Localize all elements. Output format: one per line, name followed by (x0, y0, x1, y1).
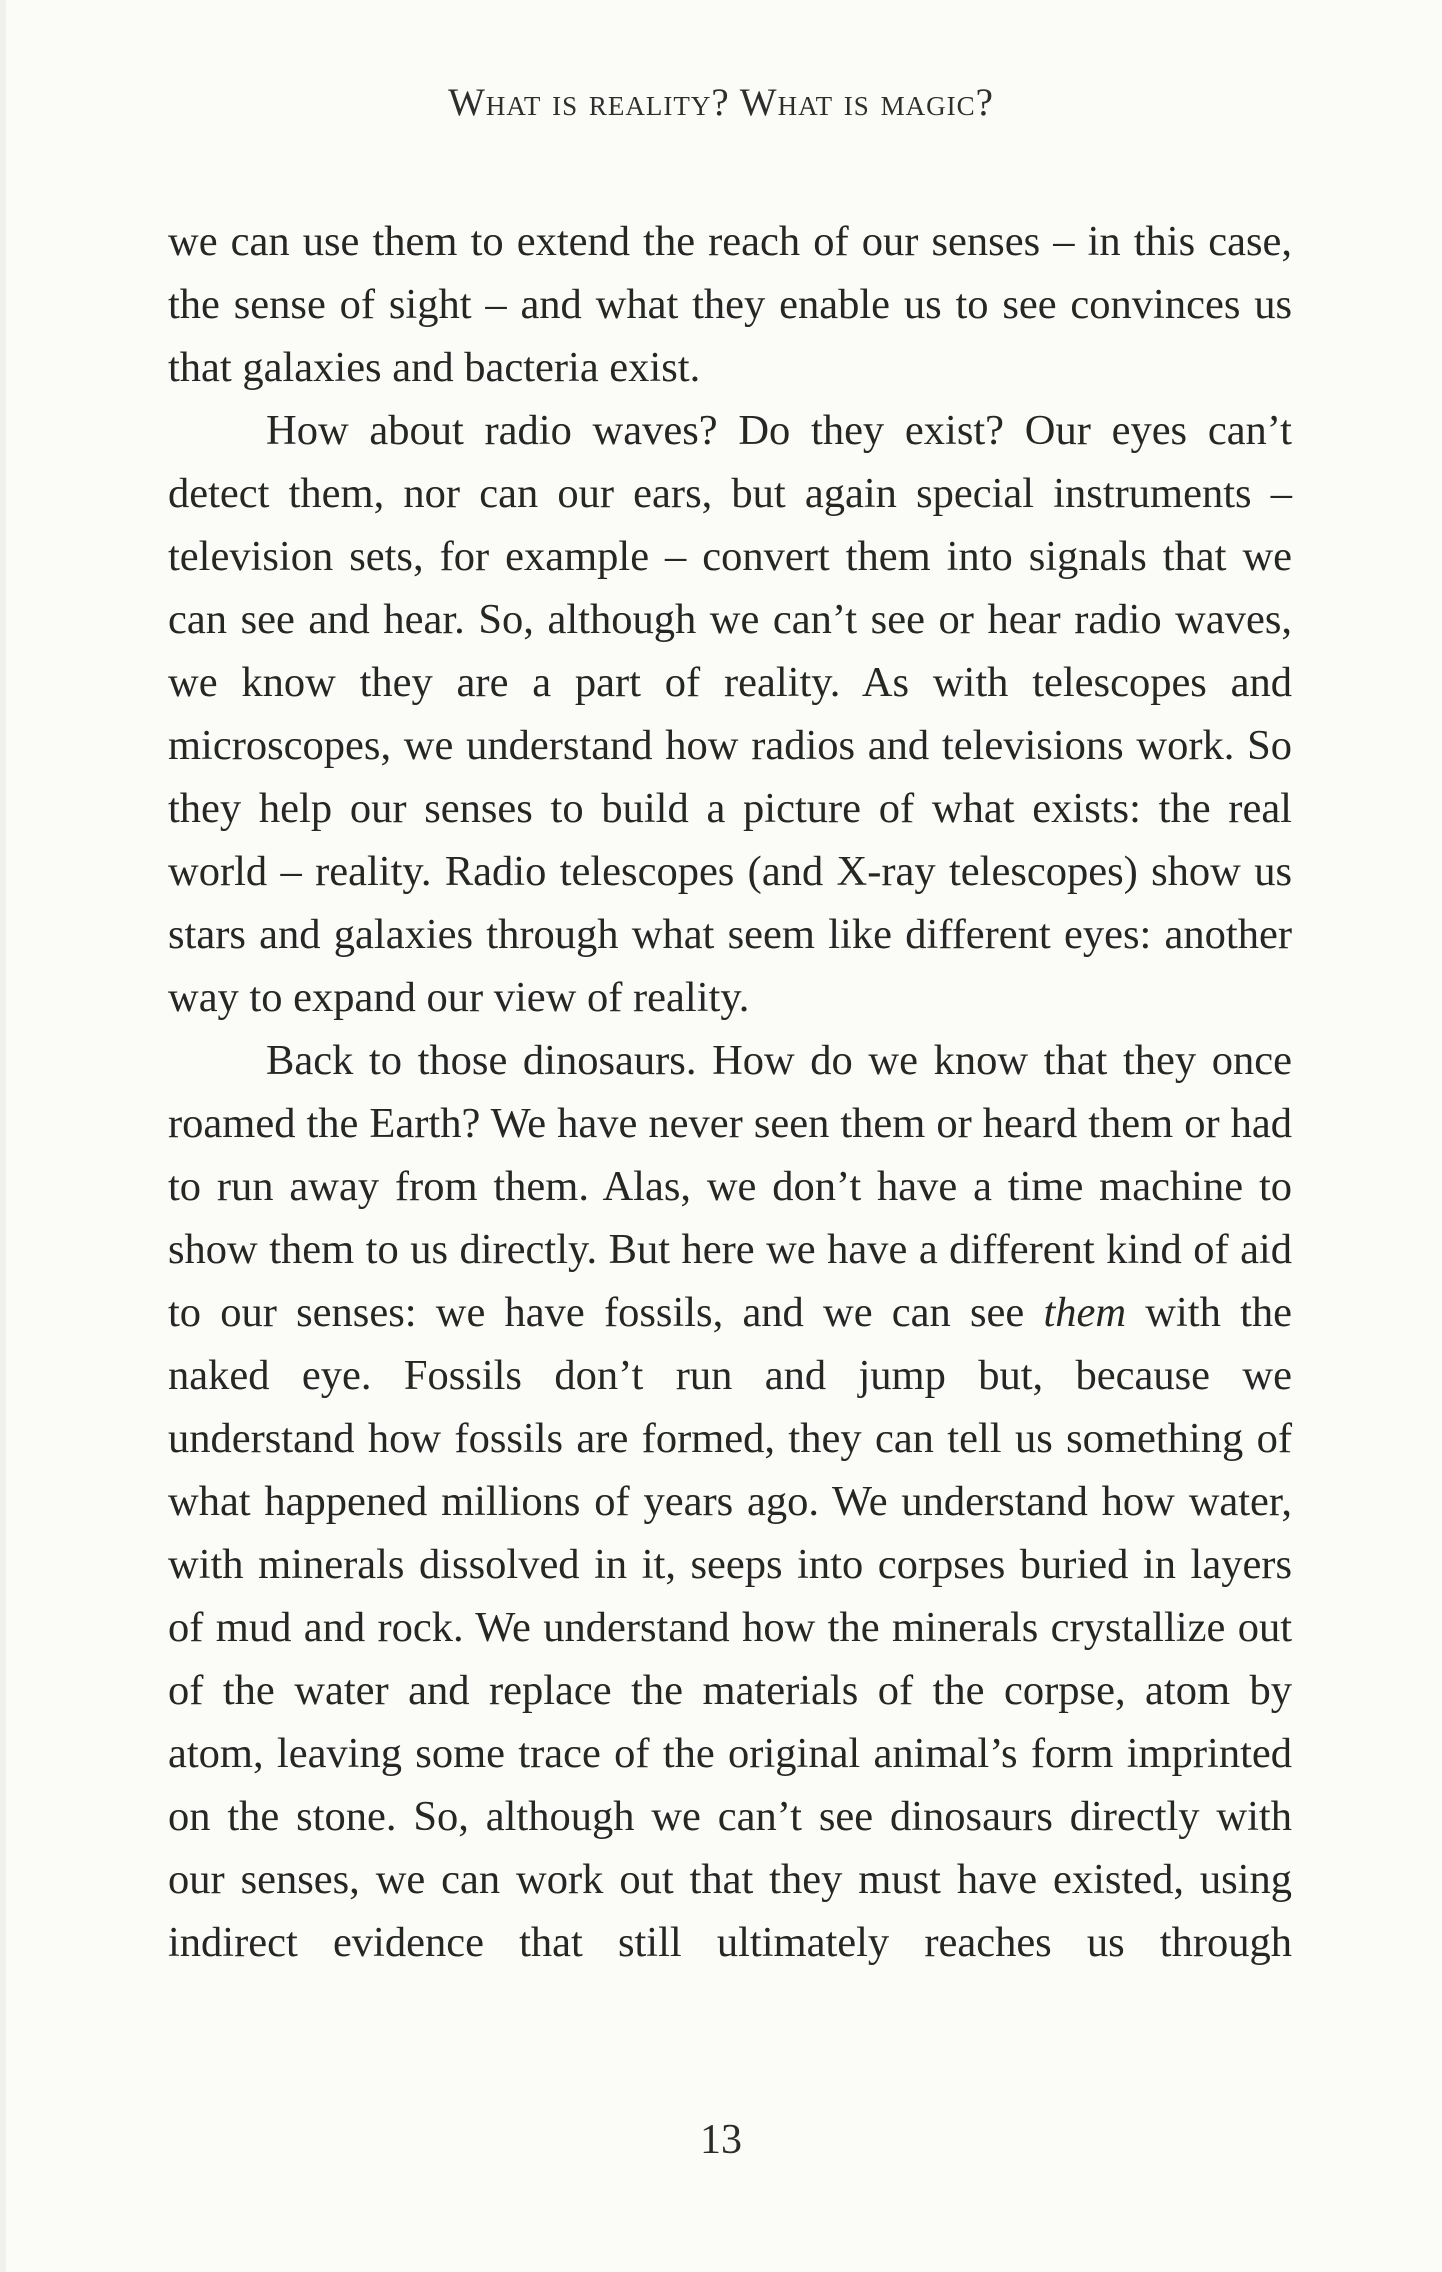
paragraph-2: How about radio waves? Do they exist? Our eyes can’t detect them, nor can our ears, but again special instruments – television sets, for example – convert them into signals that we can see and hear. So, although we can’t see or hear radio waves, we know they are a part of reality. As with telescopes and microscopes, we understand how radios and televisions work. So they help our senses to build a picture of what exists: the real world – reality. Radio telescopes (and X-ray telescopes) show us stars and galaxies through what seem like different eyes: another way to expand our view of reality. (168, 407, 1292, 1021)
emphasis-them: them (1043, 1289, 1127, 1336)
body-text (168, 210, 1292, 1974)
paragraph-1: we can use them to extend the reach of our senses – in this case, the sense of sight – and what they enable us to see convinces us that galaxies and bacteria exist. (168, 218, 1292, 391)
running-header: What is reality? What is magic? (448, 81, 994, 124)
paragraph-3 (168, 1029, 1292, 1974)
paragraph-3-text-end: with the naked eye. Fossils don’t run and jump but, because we understand how fossils are formed, they can tell us something of what happened millions of years ago. We understand how water, with minerals dissolved in it, seeps into corpses buried in layers of mud and rock. We understand how the minerals crystallize out of the water and replace the materials of the corpse, atom by atom, leaving some trace of the original animal’s form imprinted on the stone. So, although we can’t see dinosaurs directly with our senses, we can work out that they must have existed, using indirect evidence that still ultimately reaches us through (168, 1289, 1293, 1966)
scan-shadow-left (0, 0, 6, 2272)
paragraph-3-text-start: Back to those dinosaurs. How do we know that they once roamed the Earth? We have never seen them or heard them or had to run away from them. Alas, we don’t have a time machine to show them to us directly. But here we have a different kind of aid to our senses: we have fossils, and we can see (168, 1037, 1292, 1336)
page-number: 13 (700, 2117, 742, 2163)
